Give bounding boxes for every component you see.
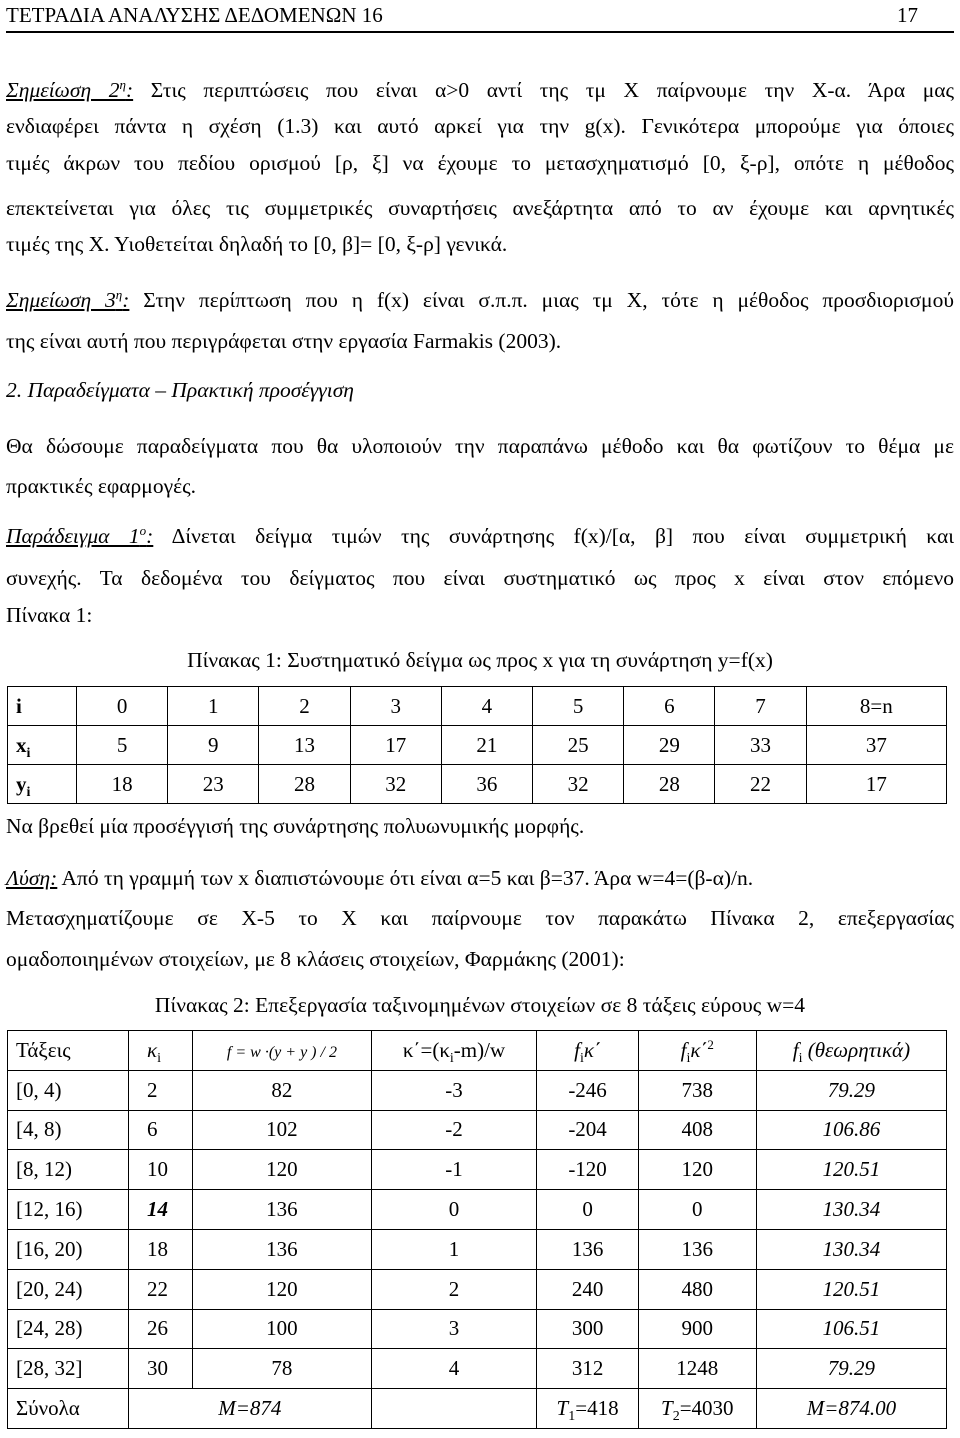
table2-cell: 14	[129, 1190, 193, 1230]
header-title: ΤΕΤΡΑΔΙΑ ΑΝΑΛΥΣΗΣ ΔΕΔΟΜΕΝΩΝ 16	[6, 3, 383, 27]
solution-line2: Μετασχηματίζουμε σε Χ-5 το Χ και παίρνουμε τον παρακάτω Πίνακα 2, επεξεργασίας	[6, 906, 954, 930]
table2-cell: 480	[638, 1269, 756, 1309]
table1-cell: 29	[624, 726, 715, 765]
table2-header-kprime: $\kappa΄=(\kappa_i-m)/w$	[371, 1031, 537, 1071]
table2-cell: 136	[193, 1229, 371, 1269]
table2-cell: 120	[193, 1150, 371, 1190]
table1-cell: 5	[533, 687, 624, 726]
section-line1: Θα δώσουμε παραδείγματα που θα υλοποιούν την παραπάνω μέθοδο και θα φωτίζουν το θέμα με	[6, 434, 954, 458]
table2-row	[8, 1229, 947, 1269]
table2-row	[8, 1309, 947, 1349]
table2-cell: [24, 28)	[8, 1309, 129, 1349]
table2-cell: 6	[129, 1110, 193, 1150]
table2-cell: 900	[638, 1309, 756, 1349]
table2-body	[8, 1070, 947, 1388]
table1-row-label: $y_i$	[8, 765, 77, 804]
table2-row	[8, 1070, 947, 1110]
table1-cell: 21	[441, 726, 532, 765]
running-header	[6, 0, 918, 30]
table2-cell: -3	[371, 1070, 537, 1110]
table2-cell: 136	[537, 1229, 638, 1269]
table2-cell: [16, 20)	[8, 1229, 129, 1269]
table2-cell: 120	[638, 1150, 756, 1190]
table2-totals-M: M=874	[129, 1389, 372, 1429]
table1-cell: 22	[715, 765, 806, 804]
table2-header-classes: Τάξεις	[8, 1031, 129, 1071]
table2-cell: 240	[537, 1269, 638, 1309]
table1-cell: 28	[624, 765, 715, 804]
table2-cell: 120.51	[756, 1269, 946, 1309]
solution-label: Λύση:	[6, 866, 58, 890]
table1-caption: Πίνακας 1: Συστηματικό δείγμα ως προς x για τη συνάρτηση y=f(x)	[187, 648, 773, 672]
table2-cell: 106.51	[756, 1309, 946, 1349]
table2-cell: -246	[537, 1070, 638, 1110]
task-statement: Να βρεθεί μία προσέγγισή της συνάρτησης πολυωνυμικής μορφής.	[6, 814, 585, 838]
page-number: 17	[897, 3, 918, 27]
table2-cell: 120.51	[756, 1150, 946, 1190]
table2-cell: 4	[371, 1349, 537, 1389]
solution-line3: ομαδοποιημένων στοιχείων, με 8 κλάσεις στοιχείων, Φαρμάκης (2001):	[6, 947, 625, 971]
table2-cell: 1248	[638, 1349, 756, 1389]
note2-line2: ενδιαφέρει πάντα η σχέση (1.3) και αυτό αρκεί για την g(x). Γενικότερα μπορούμε για όποιες	[6, 114, 954, 138]
table2-cell: [8, 12)	[8, 1150, 129, 1190]
section-title: 2. Παραδείγματα – Πρακτική προσέγγιση	[6, 378, 354, 402]
table2-header-row	[8, 1031, 947, 1071]
table2-cell: [4, 8)	[8, 1110, 129, 1150]
table1-cell: 4	[441, 687, 532, 726]
table1-cell: 7	[715, 687, 806, 726]
table2-cell: [28, 32]	[8, 1349, 129, 1389]
example1-line3: Πίνακα 1:	[6, 603, 93, 627]
table1-cell: 2	[259, 687, 350, 726]
table2-cell: 30	[129, 1349, 193, 1389]
table2-row	[8, 1190, 947, 1230]
table2-totals-empty	[371, 1389, 537, 1429]
example1-line2: συνεχής. Τα δεδομένα του δείγματος που είναι συστηματικό ως προς x είναι στον επόμενο	[6, 566, 954, 590]
table1-row-label: $x_i$	[8, 726, 77, 765]
table2-cell: 0	[371, 1190, 537, 1230]
note2-line4: επεκτείνεται για όλες τις συμμετρικές συναρτήσεις ανεξάρτητα από το αν έχουμε και αρνητικές	[6, 196, 954, 220]
table2-cell: 79.29	[756, 1349, 946, 1389]
table1-cell: 32	[350, 765, 441, 804]
table2-cell: 408	[638, 1110, 756, 1150]
table2-cell: 0	[638, 1190, 756, 1230]
table2-cell: [20, 24)	[8, 1269, 129, 1309]
table2-cell: [0, 4)	[8, 1070, 129, 1110]
note2-label: Σημείωση $2^\eta$:	[6, 76, 134, 102]
table2-row	[8, 1349, 947, 1389]
table2-cell: 3	[371, 1309, 537, 1349]
section-line2: πρακτικές εφαρμογές.	[6, 474, 196, 498]
table2-row	[8, 1110, 947, 1150]
table2-cell: 22	[129, 1269, 193, 1309]
table1-cell: 1	[168, 687, 259, 726]
table1	[7, 686, 947, 804]
table2-cell: 120	[193, 1269, 371, 1309]
table2-row	[8, 1150, 947, 1190]
table2-caption: Πίνακας 2: Επεξεργασία ταξινομημένων στοιχείων σε 8 τάξεις εύρους w=4	[154, 993, 806, 1017]
table2-totals-label: Σύνολα	[8, 1389, 129, 1429]
table2-cell: 82	[193, 1070, 371, 1110]
note3-label: Σημείωση $3^\eta$:	[6, 286, 130, 312]
table2-cell: 1	[371, 1229, 537, 1269]
table1-cell: 13	[259, 726, 350, 765]
table2-header-fk: $f_i\kappa΄$	[537, 1031, 638, 1071]
solution-line1: Λύση: Από τη γραμμή των x διαπιστώνουμε ότι είναι α=5 και β=37. Άρα w=4=(β-α)/n.	[6, 866, 754, 890]
table1-cell: 5	[77, 726, 168, 765]
table2-cell: 2	[129, 1070, 193, 1110]
table2-cell: 78	[193, 1349, 371, 1389]
table2-cell: 738	[638, 1070, 756, 1110]
table1-cell: 3	[350, 687, 441, 726]
table1-cell: 9	[168, 726, 259, 765]
table2-cell: 106.86	[756, 1110, 946, 1150]
table2-cell: 79.29	[756, 1070, 946, 1110]
table2-cell: 102	[193, 1110, 371, 1150]
table2-totals-T1: $T_1=418$	[537, 1389, 638, 1429]
table1-cell: 6	[624, 687, 715, 726]
table1-row-x	[8, 726, 947, 765]
table1-row-i	[8, 687, 947, 726]
table2-cell: 2	[371, 1269, 537, 1309]
table2-header-ftheor: $f_i$ (θεωρητικά)	[756, 1031, 946, 1071]
table2-totals-T2: $T_2=4030$	[638, 1389, 756, 1429]
table1-cell: 23	[168, 765, 259, 804]
table2-cell: -1	[371, 1150, 537, 1190]
table2-cell: -204	[537, 1110, 638, 1150]
table1-cell: 0	[77, 687, 168, 726]
table1-row-label: i	[8, 687, 77, 726]
note3-line1: Σημείωση $3^\eta$: Στην περίπτωση που η f(x) είναι σ.π.π. μιας τμ Χ, τότε η μέθοδος προσδιορισμού	[6, 286, 954, 312]
table1-cell: 37	[806, 726, 946, 765]
table2-cell: 100	[193, 1309, 371, 1349]
table1-cell: 17	[806, 765, 946, 804]
table2-header-fk2: $f_i\kappa΄^2$	[638, 1031, 756, 1071]
table1-cell: 17	[350, 726, 441, 765]
table2-totals-row	[8, 1389, 947, 1429]
table2-cell: 130.34	[756, 1229, 946, 1269]
table2-row	[8, 1269, 947, 1309]
table2-header-k: $\kappa_i$	[129, 1031, 193, 1071]
table2-cell: 136	[193, 1190, 371, 1230]
table2-cell: 26	[129, 1309, 193, 1349]
note2-line5: τιμές της Χ. Υιοθετείται δηλαδή το [0, β]= [0, ξ-ρ] γενικά.	[6, 232, 508, 256]
example1-label: Παράδειγμα $1^o$:	[6, 522, 154, 548]
table2-cell: [12, 16)	[8, 1190, 129, 1230]
table1-cell: 28	[259, 765, 350, 804]
note2-line1: Σημείωση $2^\eta$: Στις περιπτώσεις που είναι α>0 αντί της τμ Χ παίρνουμε την Χ-α. Άρα μας	[6, 76, 954, 102]
table1-cell: 36	[441, 765, 532, 804]
header-rule	[6, 31, 954, 33]
table2-cell: 0	[537, 1190, 638, 1230]
table1-cell: 25	[533, 726, 624, 765]
table2-cell: -120	[537, 1150, 638, 1190]
table1-cell: 32	[533, 765, 624, 804]
table2-cell: 10	[129, 1150, 193, 1190]
table2-totals-M2: M=874.00	[756, 1389, 946, 1429]
table2-cell: 136	[638, 1229, 756, 1269]
table2-cell: 18	[129, 1229, 193, 1269]
table2-cell: 130.34	[756, 1190, 946, 1230]
table2-cell: 312	[537, 1349, 638, 1389]
table2-cell: -2	[371, 1110, 537, 1150]
table1-cell: 18	[77, 765, 168, 804]
note3-line2: της είναι αυτή που περιγράφεται στην εργασία Farmakis (2003).	[6, 329, 562, 353]
table2-header-formula: f = w ·(y + y ) / 2	[193, 1031, 371, 1071]
note2-line3: τιμές άκρων του πεδίου ορισμού [ρ, ξ] να έχουμε το μετασχηματισμό [0, ξ-ρ], οπότε η μέθοδος	[6, 151, 954, 175]
table1-row-y	[8, 765, 947, 804]
table1-cell: 8=n	[806, 687, 946, 726]
table1-cell: 33	[715, 726, 806, 765]
table2-cell: 300	[537, 1309, 638, 1349]
table2	[7, 1030, 947, 1429]
example1-line1: Παράδειγμα $1^o$: Δίνεται δείγμα τιμών της συνάρτησης f(x)/[α, β] που είναι συμμετρική και	[6, 522, 954, 548]
